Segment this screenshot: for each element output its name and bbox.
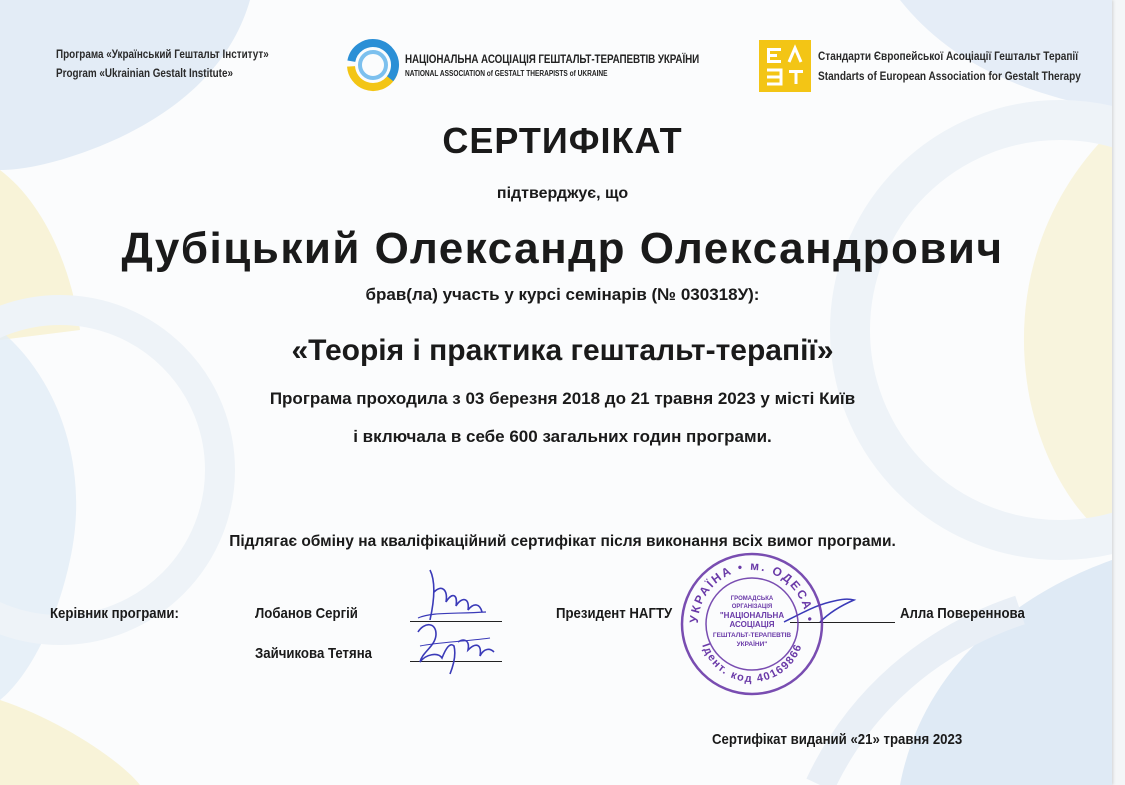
recipient-name: Дубіцький Олександр Олександрович xyxy=(121,224,1004,273)
program-name-uk: Програма «Український Гештальт Інститут» xyxy=(56,49,269,61)
program-head-name-1: Лобанов Сергій xyxy=(255,605,358,622)
issue-date: Сертифікат виданий «21» травня 2023 xyxy=(712,731,963,748)
association-name-uk: НАЦІОНАЛЬНА АСОЦІАЦІЯ ГЕШТАЛЬТ-ТЕРАПЕВТІВ УКРАЇНИ xyxy=(405,52,700,66)
association-name-en: NATIONAL ASSOCIATION of GESTALT THERAPISTS of UKRAINE xyxy=(405,69,608,78)
program-name-en: Program «Ukrainian Gestalt Institute» xyxy=(56,68,233,80)
eagt-logo xyxy=(759,40,811,92)
stamp-line-1: ГРОМАДСЬКА xyxy=(730,596,774,602)
stamp-bottom-text: Ідент. код 40169866 xyxy=(699,641,805,686)
eagt-header xyxy=(818,46,1081,86)
president-label: Президент НАГТУ xyxy=(556,605,673,622)
eagt-logo-icon xyxy=(759,40,811,92)
organization-stamp xyxy=(678,550,826,698)
certificate-title: СЕРТИФІКАТ xyxy=(442,120,683,161)
program-head-label: Керівник програми: xyxy=(50,605,179,622)
program-header-left xyxy=(56,46,269,84)
program-dates: Програма проходила з 03 березня 2018 до 21 травня 2023 у місті Київ xyxy=(269,389,856,408)
participation-text: брав(ла) участь у курсі семінарів (№ 030318У): xyxy=(365,285,760,304)
stamp-line-4: АСОЦІАЦІЯ xyxy=(729,620,775,629)
association-header xyxy=(405,52,764,78)
signature-zaichykova xyxy=(410,612,500,684)
program-hours: і включала в себе 600 загальних годин програми. xyxy=(353,427,772,446)
stamp-line-5: ГЕШТАЛЬТ-ТЕРАПЕВТІВ xyxy=(712,632,792,639)
association-logo-icon xyxy=(345,37,401,93)
eagt-name-uk: Стандарти Європейської Асоціації Гештальт Терапії xyxy=(818,49,1079,63)
stamp-line-6: УКРАЇНИ" xyxy=(736,641,768,648)
course-title: «Теорія і практика гештальт-терапії» xyxy=(291,334,834,367)
confirms-text: підтверджує, що xyxy=(496,185,629,202)
stamp-line-3: "НАЦІОНАЛЬНА xyxy=(719,611,785,620)
program-head-name-2: Зайчикова Тетяна xyxy=(255,645,373,662)
stamp-outer-text: УКРАЇНА • м. ОДЕСА • xyxy=(686,558,818,624)
president-name: Алла Повереннова xyxy=(900,605,1025,622)
exchange-note: Підлягає обміну на кваліфікаційний сертифікат після виконання всіх вимог програми. xyxy=(229,533,896,550)
eagt-name-en: Standarts of European Association for Gestalt Therapy xyxy=(818,69,1081,83)
stamp-line-2: ОРГАНІЗАЦІЯ xyxy=(731,604,773,610)
